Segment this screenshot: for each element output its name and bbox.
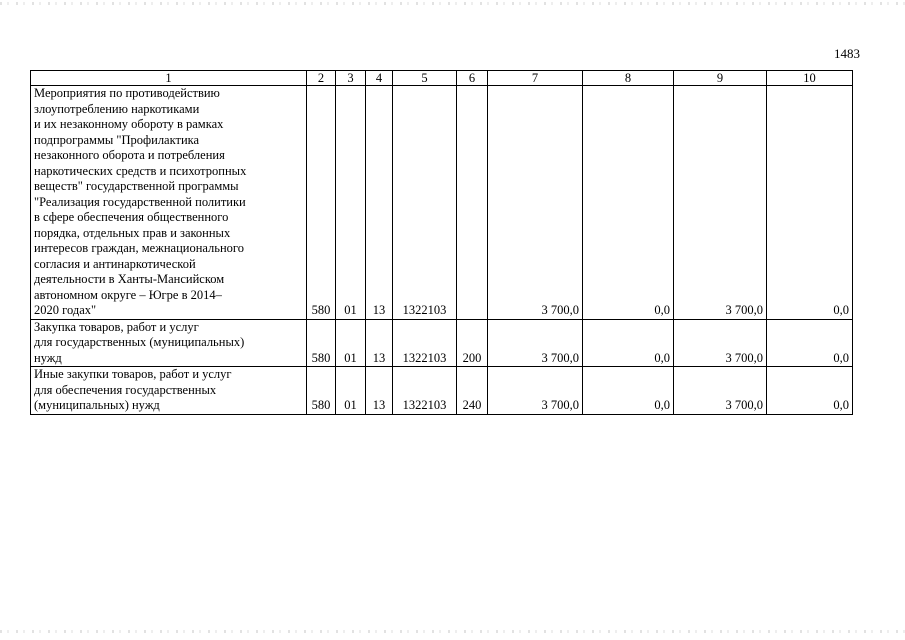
row-description: Мероприятия по противодействию злоупотреблению наркотиками и их незаконному обороту в рамках подпрограммы "Профилактика незаконного оборота и потребления наркотических средств и психотропных веществ" государственной программы "Реализация государственной политики в сфере обеспечения общественного порядка, отдельных прав и законных интересов граждан, межнационального согласия и антинаркотической деятельности в Ханты-Мансийском автономном округе – Югре в 2014– 2020 годах" [31, 86, 307, 320]
column-header: 7 [488, 71, 583, 86]
row-description: Закупка товаров, работ и услуг для государственных (муниципальных) нужд [31, 319, 307, 367]
cell-col3: 01 [336, 367, 366, 415]
row-description: Иные закупки товаров, работ и услуг для обеспечения государственных (муниципальных) нужд [31, 367, 307, 415]
cell-col6 [457, 86, 488, 320]
cell-col5: 1322103 [393, 86, 457, 320]
cell-col6: 200 [457, 319, 488, 367]
cell-col6: 240 [457, 367, 488, 415]
cell-col8: 0,0 [583, 86, 674, 320]
cell-col8: 0,0 [583, 319, 674, 367]
header-row [31, 71, 853, 86]
column-header: 1 [31, 71, 307, 86]
column-header: 8 [583, 71, 674, 86]
cell-col10: 0,0 [767, 367, 853, 415]
scan-noise-bottom [0, 630, 905, 633]
cell-col3: 01 [336, 86, 366, 320]
budget-table [30, 70, 853, 415]
cell-col2: 580 [307, 86, 336, 320]
cell-col2: 580 [307, 319, 336, 367]
column-header: 2 [307, 71, 336, 86]
cell-col4: 13 [366, 86, 393, 320]
cell-col7: 3 700,0 [488, 319, 583, 367]
cell-col4: 13 [366, 319, 393, 367]
cell-col3: 01 [336, 319, 366, 367]
column-header: 5 [393, 71, 457, 86]
column-header: 6 [457, 71, 488, 86]
cell-col5: 1322103 [393, 319, 457, 367]
table-row [31, 367, 853, 415]
column-header: 9 [674, 71, 767, 86]
table-row [31, 86, 853, 320]
cell-col7: 3 700,0 [488, 86, 583, 320]
cell-col4: 13 [366, 367, 393, 415]
column-header: 3 [336, 71, 366, 86]
cell-col9: 3 700,0 [674, 319, 767, 367]
cell-col9: 3 700,0 [674, 367, 767, 415]
column-header: 4 [366, 71, 393, 86]
scan-noise-top [0, 2, 905, 5]
cell-col7: 3 700,0 [488, 367, 583, 415]
column-header: 10 [767, 71, 853, 86]
cell-col5: 1322103 [393, 367, 457, 415]
cell-col2: 580 [307, 367, 336, 415]
cell-col8: 0,0 [583, 367, 674, 415]
table-row [31, 319, 853, 367]
page-number: 1483 [834, 46, 860, 61]
cell-col10: 0,0 [767, 319, 853, 367]
cell-col10: 0,0 [767, 86, 853, 320]
cell-col9: 3 700,0 [674, 86, 767, 320]
